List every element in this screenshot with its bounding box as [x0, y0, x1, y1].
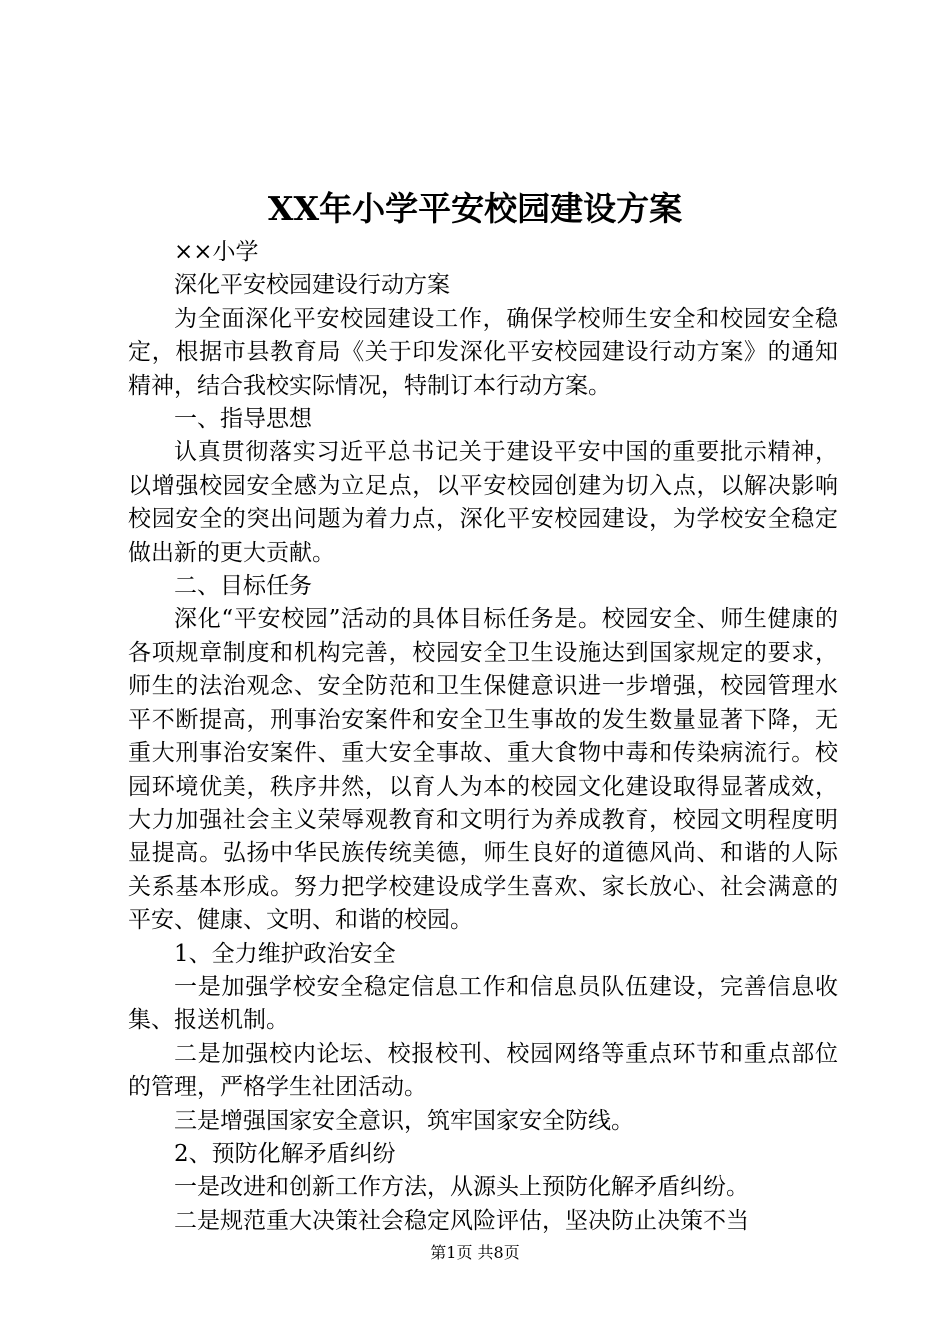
paragraph: 一是加强学校安全稳定信息工作和信息员队伍建设，完善信息收集、报送机制。	[128, 973, 838, 1034]
paragraph: 为全面深化平安校园建设工作，确保学校师生安全和校园安全稳定，根据市县教育局《关于印发深化平安校园建设行动方案》的通知精神，结合我校实际情况，特制订本行动方案。	[128, 305, 838, 399]
section-heading: 二、目标任务	[174, 573, 312, 600]
document-title: XX年小学平安校园建设方案	[267, 189, 683, 228]
paragraph: 三是增强国家安全意识，筑牢国家安全防线。	[174, 1107, 634, 1134]
paragraph: 认真贯彻落实习近平总书记关于建设平安中国的重要批示精神，以增强校园安全感为立足点，以平安校园创建为切入点，以解决影响校园安全的突出问题为着力点，深化平安校园建设，为学校安全稳定做出新的更大贡献。	[128, 439, 838, 566]
subsection-heading: 1、全力维护政治安全	[174, 940, 396, 967]
school-name: ××小学	[174, 239, 259, 265]
plan-subtitle: 深化平安校园建设行动方案	[174, 272, 450, 299]
paragraph: 二是加强校内论坛、校报校刊、校园网络等重点环节和重点部位的管理，严格学生社团活动。	[128, 1040, 838, 1101]
page-footer: 第1页 共8页	[430, 1243, 520, 1262]
paragraph: 深化“平安校园”活动的具体目标任务是。校园安全、师生健康的各项规章制度和机构完善，校园安全卫生设施达到国家规定的要求，师生的法治观念、安全防范和卫生保健意识进一步增强，校园管理水平不断提高，刑事治安案件和安全卫生事故的发生数量显著下降，无重大刑事治安案件、重大安全事故、重大食物中毒和传染病流行。校园环境优美，秩序井然，以育人为本的校园文化建设取得显著成效，大力加强社会主义荣辱观教育和文明行为养成教育，校园文明程度明显提高。弘扬中华民族传统美德，师生良好的道德风尚、和谐的人际关系基本形成。努力把学校建设成学生喜欢、家长放心、社会满意的平安、健康、文明、和谐的校园。	[128, 606, 838, 934]
paragraph: 一是改进和创新工作方法，从源头上预防化解矛盾纠纷。	[174, 1174, 749, 1201]
paragraph: 二是规范重大决策社会稳定风险评估，坚决防止决策不当	[174, 1207, 749, 1234]
document-body	[128, 236, 838, 1238]
subsection-heading: 2、预防化解矛盾纠纷	[174, 1140, 396, 1167]
section-heading: 一、指导思想	[174, 406, 312, 433]
